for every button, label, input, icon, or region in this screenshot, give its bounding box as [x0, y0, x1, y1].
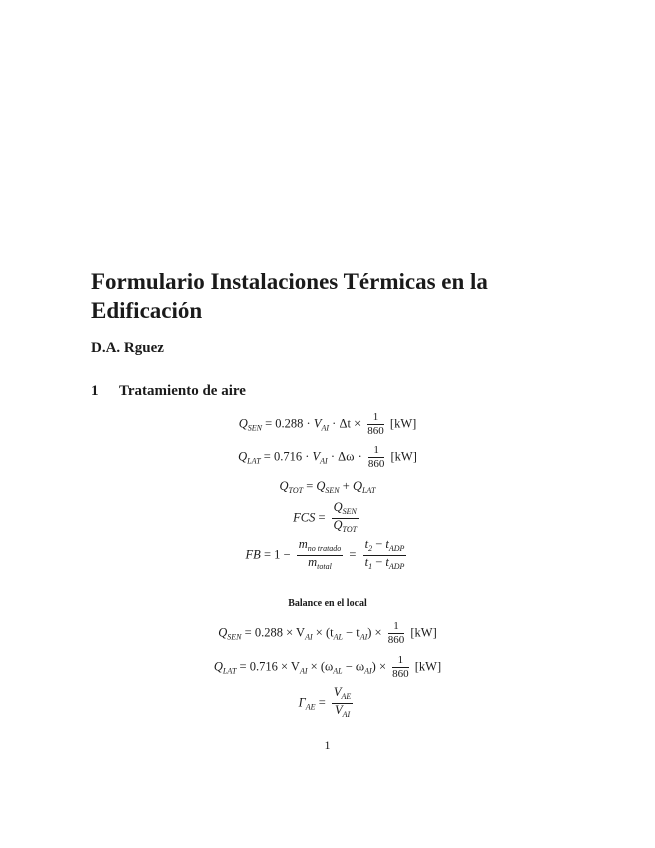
fraction: $\frac{V_{AE}}{V_{AI}}$: [333, 685, 352, 719]
section-heading: [91, 383, 246, 400]
equation-fb: FB = 1 − $\frac{m_{no tratado}}{m_{total}}$ = $\frac{t_2 - t_{ADP}}{t_1 - t_{ADP}}$: [245, 537, 405, 571]
equation-balance-q-lat: $Q_{LAT} = 0.716 \times V_{AI} \times (\omega_{AL} - \omega_{AI})$ × $\frac{1}{860}$ [kW]: [213, 654, 442, 680]
equation-q-lat: $Q_{LAT} = 0.716 \cdot V_{AI} \cdot \Delta\omega$ · $\frac{1}{860}$ [kW]: [238, 444, 417, 470]
equation-fcs: FCS = $\frac{Q_{SEN}}{Q_{TOT}}$: [293, 500, 358, 534]
fraction: $\frac{m_{no tratado}}{m_{total}}$: [298, 537, 342, 571]
equation-q-tot: $Q_{TOT} = Q_{SEN} + Q_{LAT}$: [279, 479, 376, 495]
equation-gamma-ae: $\Gamma_{AE}$ = $\frac{V_{AE}}{V_{AI}}$: [298, 685, 352, 719]
fraction: $\frac{1}{860}$: [367, 411, 384, 437]
fraction: $\frac{1}{860}$: [387, 620, 405, 646]
subheading-balance: Balance en el local: [288, 598, 367, 609]
page-number: 1: [324, 738, 331, 752]
section-number: 1: [91, 383, 99, 399]
paper-title: Formulario Instalaciones Térmicas en la Edificación: [91, 269, 488, 323]
equation-q-sen: $Q_{SEN} = 0.288 \cdot V_{AI} \cdot \Delta t$ × $\frac{1}{860}$ [kW]: [238, 411, 417, 437]
author: D.A. Rguez: [91, 340, 164, 356]
fraction: $\frac{t_2 - t_{ADP}}{t_1 - t_{ADP}}$: [364, 537, 405, 571]
fraction: $\frac{1}{860}$: [367, 444, 385, 470]
fraction: $\frac{1}{860}$: [392, 654, 409, 680]
fraction: $\frac{Q_{SEN}}{Q_{TOT}}$: [333, 500, 358, 534]
equation-balance-q-sen: $Q_{SEN} = 0.288 \times V_{AI} \times (t_{AL} - t_{AI})$ × $\frac{1}{860}$ [kW]: [218, 620, 437, 646]
section-title: Tratamiento de aire: [119, 383, 246, 399]
